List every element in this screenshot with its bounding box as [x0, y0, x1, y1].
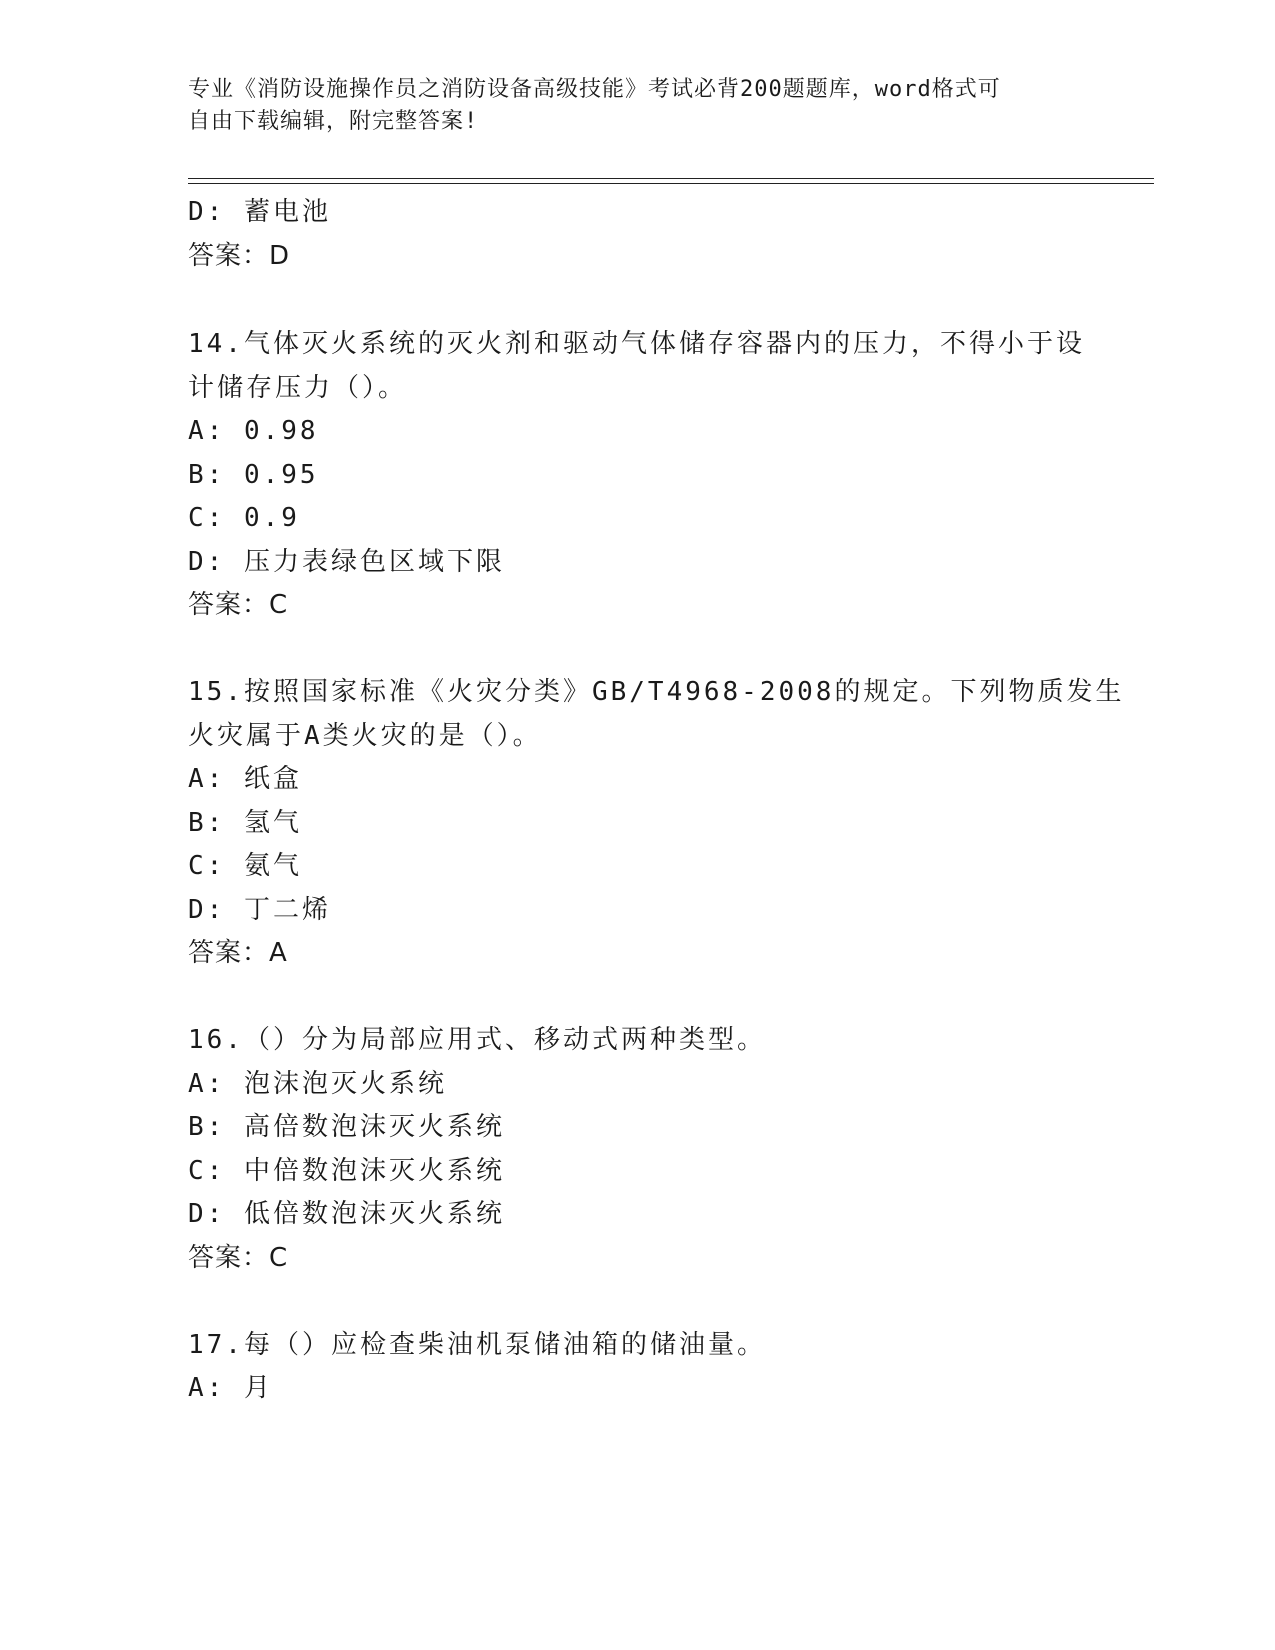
header-line-1: 专业《消防设施操作员之消防设备高级技能》考试必背200题题库，word格式可 — [188, 77, 1001, 102]
q15-option-c: C: 氨气 — [188, 851, 302, 881]
q15-answer: 答案：A — [188, 938, 288, 968]
q16-answer: 答案：C — [188, 1243, 289, 1273]
q15-option-a: A: 纸盒 — [188, 764, 302, 794]
q15-option-b: B: 氢气 — [188, 808, 302, 838]
q14-option-c: C: 0.9 — [188, 503, 300, 533]
q16-option-c: C: 中倍数泡沫灭火系统 — [188, 1156, 505, 1186]
q14-option-d: D: 压力表绿色区域下限 — [188, 547, 505, 577]
q15-stem-line-2: 火灾属于A类火灾的是（）。 — [188, 721, 542, 751]
q17-option-a: A: 月 — [188, 1373, 273, 1403]
header-divider-bottom — [188, 183, 1154, 184]
q14-stem-line-1: 14.气体灭火系统的灭火剂和驱动气体储存容器内的压力，不得小于设 — [188, 329, 1085, 359]
q16-stem-line-1: 16.（）分为局部应用式、移动式两种类型。 — [188, 1025, 766, 1055]
q14-stem-line-2: 计储存压力（）。 — [188, 373, 408, 403]
q14-option-b: B: 0.95 — [188, 460, 319, 490]
q16-option-a: A: 泡沫泡灭火系统 — [188, 1069, 447, 1099]
prev-option-d: D: 蓄电池 — [188, 197, 331, 227]
q16-option-d: D: 低倍数泡沫灭火系统 — [188, 1199, 505, 1229]
header-line-2: 自由下载编辑，附完整答案! — [188, 109, 479, 134]
header-divider-top — [188, 178, 1154, 179]
q14-answer: 答案：C — [188, 590, 289, 620]
prev-answer: 答案：D — [188, 241, 291, 271]
q14-option-a: A: 0.98 — [188, 416, 319, 446]
document-header — [188, 74, 1088, 138]
q15-stem-line-1: 15.按照国家标准《火灾分类》GB/T4968-2008的规定。下列物质发生 — [188, 677, 1125, 707]
q17-stem-line-1: 17.每（）应检查柴油机泵储油箱的储油量。 — [188, 1330, 766, 1360]
q16-option-b: B: 高倍数泡沫灭火系统 — [188, 1112, 505, 1142]
q15-option-d: D: 丁二烯 — [188, 895, 331, 925]
